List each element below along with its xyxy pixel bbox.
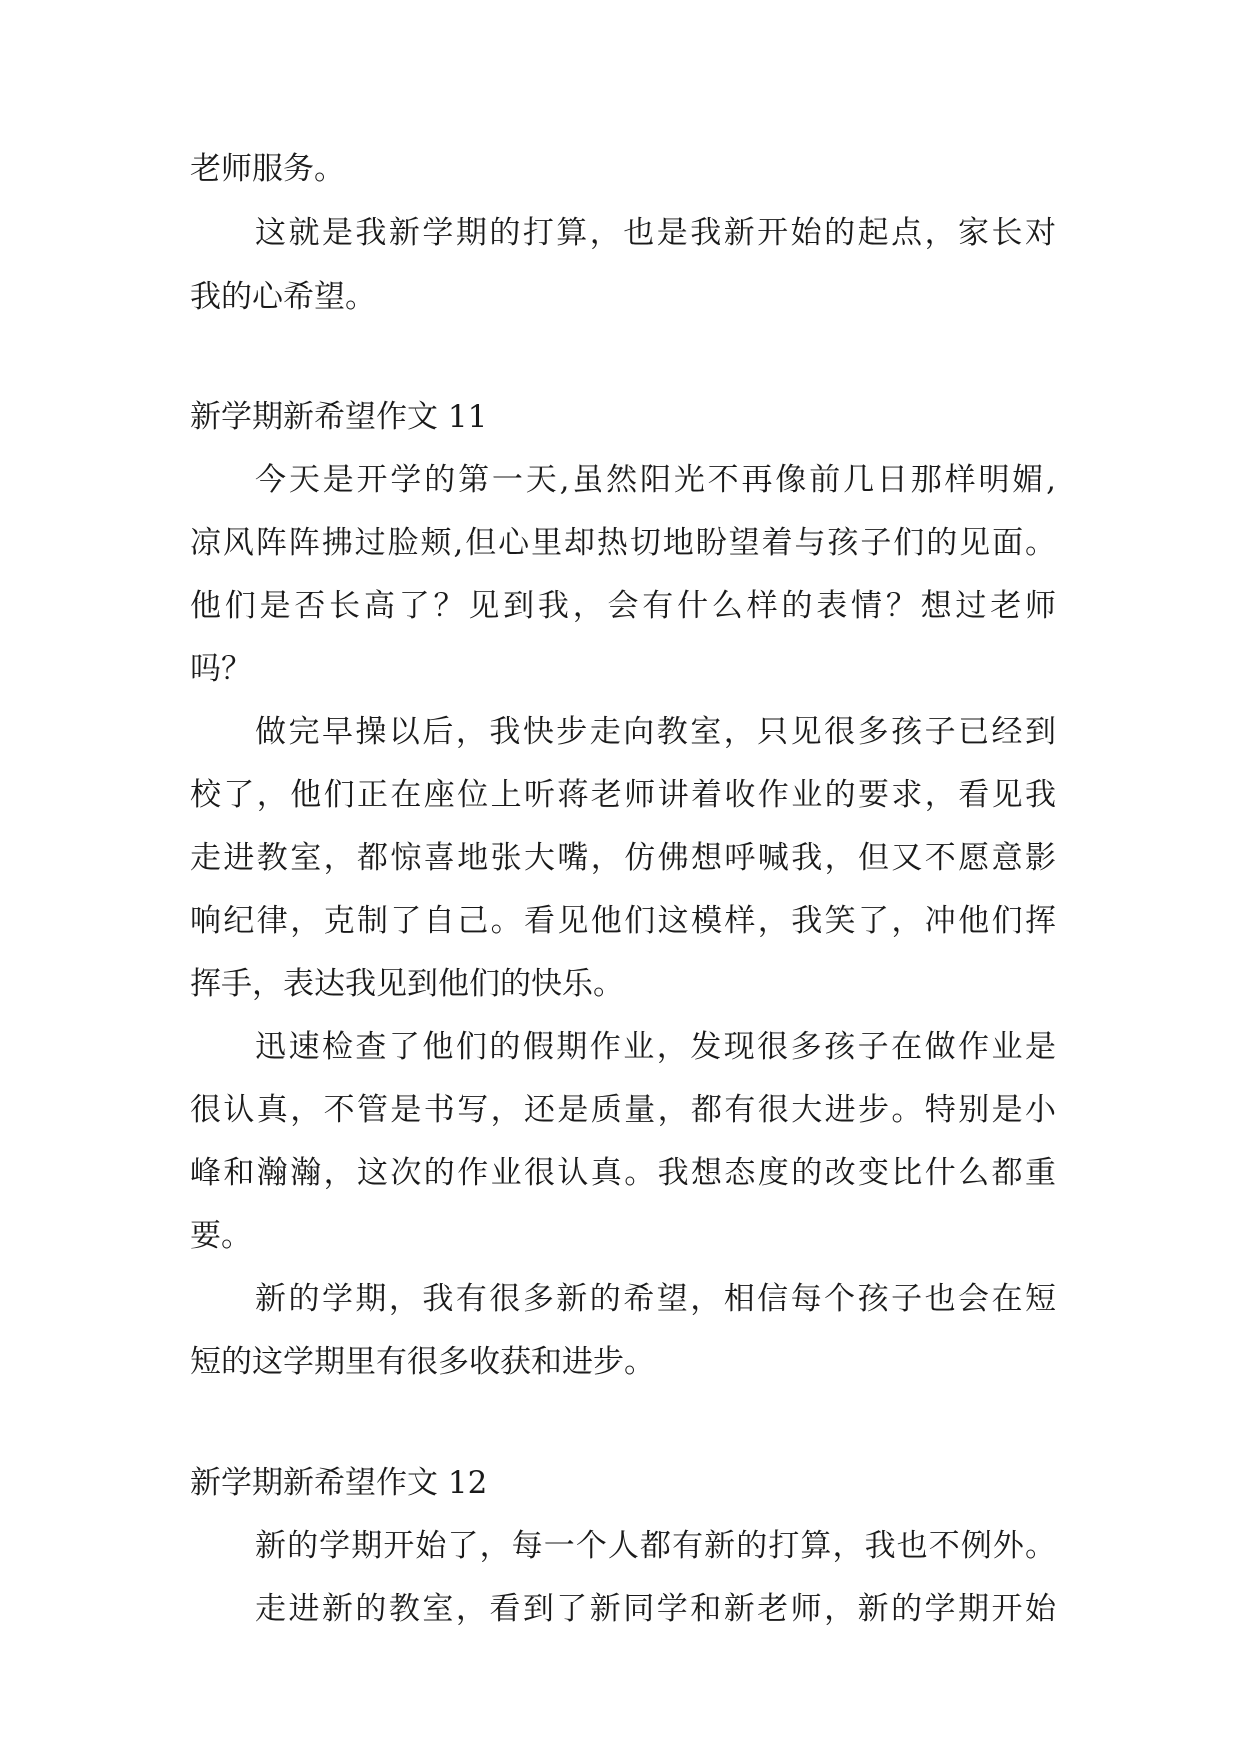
paragraph-line: 响纪律，克制了自己。看见他们这模样，我笑了，冲他们挥: [190, 903, 1056, 939]
paragraph-line: 吗？: [190, 651, 252, 687]
paragraph-line: 走进教室，都惊喜地张大嘴，仿佛想呼喊我，但又不愿意影: [190, 840, 1056, 876]
essay-heading: 新学期新希望作文 11: [190, 399, 488, 435]
paragraph-line: 校了，他们正在座位上听蒋老师讲着收作业的要求，看见我: [190, 777, 1056, 813]
paragraph-line: 新的学期，我有很多新的希望，相信每个孩子也会在短: [255, 1281, 1056, 1317]
paragraph-line: 迅速检查了他们的假期作业，发现很多孩子在做作业是: [255, 1029, 1056, 1065]
paragraph-line: 他们是否长高了？见到我，会有什么样的表情？想过老师: [190, 588, 1056, 624]
paragraph-line: 这就是我新学期的打算，也是我新开始的起点，家长对: [255, 215, 1056, 251]
paragraph-line: 走进新的教室，看到了新同学和新老师，新的学期开始: [255, 1591, 1056, 1627]
paragraph-line: 做完早操以后，我快步走向教室，只见很多孩子已经到: [255, 714, 1056, 750]
paragraph-line: 新的学期开始了，每一个人都有新的打算，我也不例外。: [255, 1528, 1056, 1564]
paragraph-line: 凉风阵阵拂过脸颊,但心里却热切地盼望着与孩子们的见面。: [190, 525, 1056, 561]
paragraph-line: 要。: [190, 1218, 252, 1254]
continuation-line: 老师服务。: [190, 151, 345, 187]
paragraph-line: 今天是开学的第一天,虽然阳光不再像前几日那样明媚,: [255, 462, 1056, 498]
paragraph-line: 短的这学期里有很多收获和进步。: [190, 1344, 655, 1380]
paragraph-line: 峰和瀚瀚，这次的作业很认真。我想态度的改变比什么都重: [190, 1155, 1056, 1191]
paragraph-line: 我的心希望。: [190, 279, 376, 315]
paragraph-line: 很认真，不管是书写，还是质量，都有很大进步。特别是小: [190, 1092, 1056, 1128]
paragraph-line: 挥手，表达我见到他们的快乐。: [190, 966, 624, 1002]
essay-heading: 新学期新希望作文 12: [190, 1465, 488, 1501]
